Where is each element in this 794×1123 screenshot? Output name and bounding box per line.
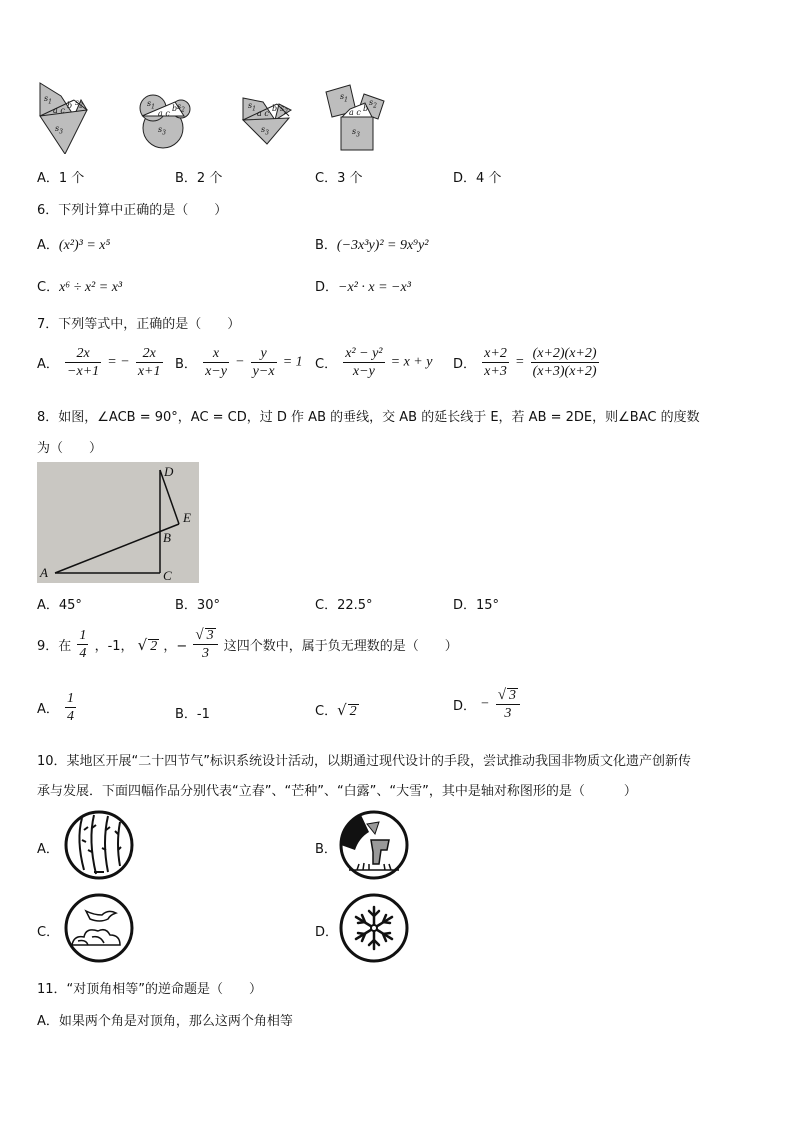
q10-option-c[interactable]: C． [37,925,60,940]
q10-option-d[interactable]: D． [315,925,339,940]
q5-fig3-label-s3: $s_3$ [261,125,269,137]
q5-option-c[interactable]: C．3 个 [315,171,363,186]
q5-fig4-label-s1: $s_1$ [340,92,348,104]
q9-stem: 9．在 $\frac{1}{4}$ ，-1， √ 2 ，− $\frac{√ 3}{3}$ 这四个数中，属于负无理数的是（ ） [37,627,458,661]
q5-fig3-label-ac: a c [257,109,269,118]
q6-option-c[interactable]: C．x⁶ ÷ x² = x³ [37,280,123,295]
q5-fig3-label-b: b [272,104,278,113]
q10-option-a[interactable]: A． [37,842,59,857]
q9-option-b[interactable]: B．-1 [175,707,210,722]
q5-fig2-label-s3: $s_3$ [158,125,166,137]
q6-option-d[interactable]: D．−x² · x = −x³ [315,280,411,295]
q5-fig1-label-ac: a c [53,106,65,115]
q10-icon-mangzhong [339,810,409,880]
q11-stem: 11．“对顶角相等”的逆命题是（ ） [37,982,263,997]
q7-option-d[interactable]: D． $\frac{x+2}{x+3}$ = $\frac{(x+2)(x+2)}{(x+3)(x+2)}$ [453,346,597,379]
q8-figure [37,462,199,583]
q11-option-a[interactable]: A．如果两个角是对顶角，那么这两个角相等 [37,1014,293,1029]
q5-fig3-label-s1: $s_1$ [248,101,256,113]
q8-label-b: B [163,530,171,545]
q5-fig4-label-ac: a c [349,108,361,117]
q5-figure-4 [325,84,387,152]
q7-option-b[interactable]: B． $\frac{x}{x-y}$ − $\frac{y}{y-x}$ = 1 [175,346,303,379]
q8-option-b[interactable]: B．30° [175,598,220,613]
q8-label-d: D [164,464,174,479]
q7-option-a[interactable]: A． $\frac{2x}{-x+1}$ = − $\frac{2x}{x+1}$ [37,346,161,379]
q8-option-c[interactable]: C．22.5° [315,598,373,613]
q5-figure-1 [37,82,97,154]
q5-fig2-label-ac: a c [158,109,170,118]
q5-fig1-label-s1: $s_1$ [44,94,52,106]
q5-fig4-label-s3: $s_3$ [352,127,360,139]
q10-icon-bailu [64,893,134,963]
q10-icon-daxue [339,893,409,963]
q5-option-a[interactable]: A．1 个 [37,171,85,186]
q6-option-b[interactable]: B．(−3x³y)² = 9x⁹y² [315,238,429,253]
q5-fig1-label-s3: $s_3$ [55,124,63,136]
q8-label-e: E [183,510,191,525]
q9-option-a[interactable]: A． $\frac{1}{4}$ [37,691,75,724]
q5-fig2-label-s2: $s_2$ [177,102,185,114]
q5-fig4-label-b: b [363,104,369,113]
q10-stem-line1: 10．某地区开展“二十四节气”标识系统设计活动，以期通过现代设计的手段，尝试推动我国非物质文化遗产创新传 [37,754,692,769]
q10-stem-line2: 承与发展．下面四幅作品分别代表“立春”、“芒种”、“白露”、“大雪”，其中是轴对称图形的是（ ） [37,784,637,799]
q6-option-a[interactable]: A．(x²)³ = x⁵ [37,238,111,253]
q6-stem: 6．下列计算中正确的是（ ） [37,203,228,218]
q5-fig1-label-s2: $s_2$ [75,98,83,110]
q10-option-b[interactable]: B． [315,842,337,857]
q7-stem: 7．下列等式中，正确的是（ ） [37,317,241,332]
q8-stem-line2: 为（ ） [37,441,103,456]
q8-option-a[interactable]: A．45° [37,598,82,613]
q5-fig2-label-b: b [172,104,178,113]
q5-option-b[interactable]: B．2 个 [175,171,223,186]
q8-stem-line1: 8．如图，∠ACB = 90°，AC = CD，过 D 作 AB 的垂线，交 AB 的延长线于 E，若 AB = 2DE，则∠BAC 的度数 [37,410,700,425]
q10-icon-lichun [64,810,134,880]
q9-option-d[interactable]: D． − $\frac{√ 3}{3}$ [453,688,522,721]
q5-fig3-label-s2: $s_2$ [280,104,288,116]
q5-fig1-label-b: b [67,101,73,110]
q8-label-c: C [163,568,172,583]
q5-fig2-label-s1: $s_1$ [147,99,155,111]
q9-option-c[interactable]: C．√ 2 [315,701,357,719]
q7-option-c[interactable]: C． $\frac{\text{x² − y²}}{x-y}$ = x + y [315,346,433,379]
q5-fig4-label-s2: $s_2$ [369,98,377,110]
q5-option-d[interactable]: D．4 个 [453,171,502,186]
q8-label-a: A [40,565,48,580]
q8-option-d[interactable]: D．15° [453,598,500,613]
